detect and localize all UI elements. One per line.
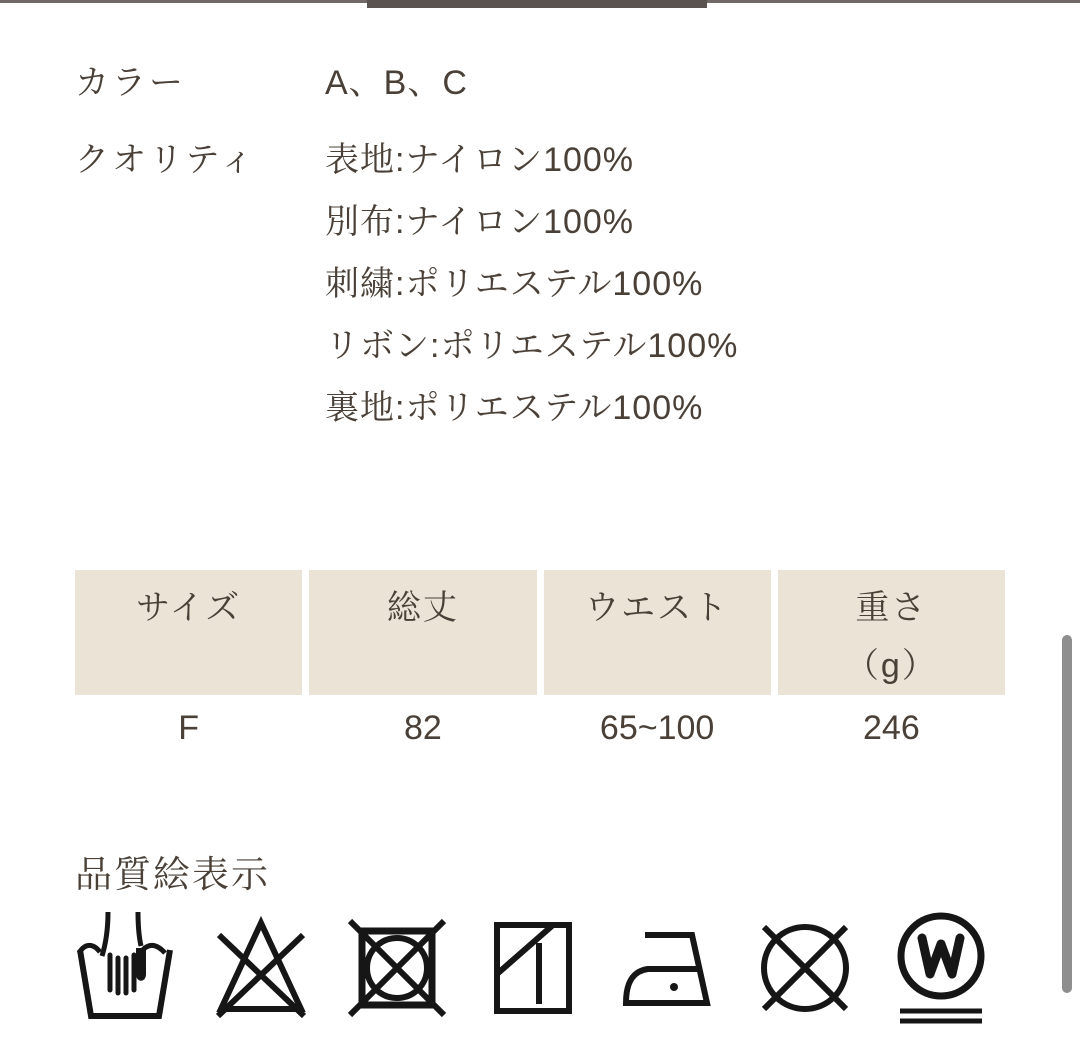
do-not-tumble-dry-icon: [347, 912, 447, 1024]
size-table-header-length: [309, 570, 536, 695]
header-text: 総丈: [386, 589, 459, 627]
header-text: 重さ: [855, 589, 928, 627]
size-table-value-weight: 246: [863, 709, 920, 747]
size-table-value-size: F: [178, 709, 200, 747]
wet-clean-gentle-icon: [891, 912, 991, 1024]
hand-wash-icon: [75, 912, 175, 1024]
quality-label: クオリティ: [75, 141, 257, 179]
care-symbols-row: [75, 912, 991, 1024]
size-table-header-size: [75, 570, 302, 695]
size-table-column-length: [309, 570, 536, 750]
do-not-dry-clean-icon: [755, 912, 855, 1024]
header-text: ウエスト: [585, 589, 730, 627]
care-symbols-title: 品質絵表示: [75, 854, 270, 895]
header-text: サイズ: [135, 589, 242, 627]
header-unit-text: （g）: [844, 647, 938, 685]
size-table-header-weight: [778, 570, 1005, 695]
quality-line-lining: 裏地:ポリエステル100%: [325, 389, 704, 427]
size-table-header-waist: [544, 570, 771, 695]
spec-row-color: [75, 52, 738, 114]
size-table-value-waist: 65~100: [599, 709, 715, 747]
vertical-scrollbar-thumb[interactable]: [1062, 635, 1072, 993]
line-dry-in-shade-icon: [483, 912, 583, 1024]
size-table-value-length: 82: [403, 709, 442, 747]
spec-row-quality: [75, 129, 738, 439]
quality-line-embroidery: 刺繍:ポリエステル100%: [325, 265, 704, 303]
quality-line-other-fabric: 別布:ナイロン100%: [325, 203, 635, 241]
quality-line-ribbon: リボン:ポリエステル100%: [325, 327, 739, 365]
color-value: A、B、C: [325, 64, 468, 102]
size-table-column-weight: [778, 570, 1005, 750]
iron-low-heat-icon: [619, 912, 719, 1024]
product-specs: [75, 52, 738, 439]
size-table-column-waist: [544, 570, 771, 750]
size-table-column-size: [75, 570, 302, 750]
color-label: カラー: [75, 64, 186, 102]
quality-line-outer-fabric: 表地:ナイロン100%: [325, 141, 635, 179]
quality-values: [325, 129, 738, 439]
do-not-bleach-icon: [211, 912, 311, 1024]
size-table: [75, 570, 1005, 750]
carousel-progress-thumb[interactable]: [367, 0, 707, 8]
